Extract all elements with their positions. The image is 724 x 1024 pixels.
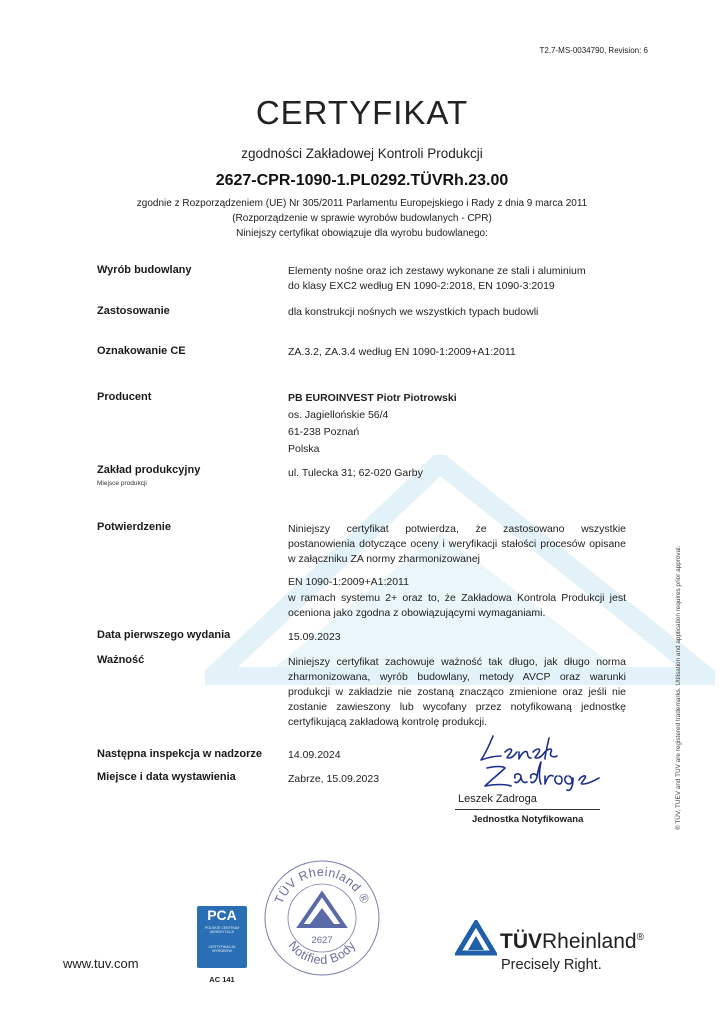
- pca-logo-text: PCA: [207, 907, 237, 923]
- value-ce-marking: ZA.3.2, ZA.3.4 według EN 1090-1:2009+A1:2011: [288, 346, 516, 358]
- svg-text:TÜV Rheinland ®: TÜV Rheinland ®: [271, 864, 373, 907]
- page-title: CERTYFIKAT: [255, 94, 469, 131]
- website-link[interactable]: www.tuv.com: [63, 956, 139, 971]
- value-confirmation-line-1: Niniejszy certyfikat potwierdza, że zastosowano wszystkie: [288, 523, 626, 535]
- intro-line-1: zgodnie z Rozporządzeniem (UE) Nr 305/2011 Parlamentu Europejskiego i Rady z dnia 9 marca 2011: [136, 198, 588, 209]
- value-confirmation-line-2: postanowienia dotyczące oceny i weryfikacji stałości procesów opisane: [288, 538, 626, 550]
- label-product: Wyrób budowlany: [97, 264, 192, 276]
- label-use: Zastosowanie: [97, 305, 170, 317]
- label-first-issue: Data pierwszego wydania: [97, 629, 231, 641]
- label-place-date: Miejsce i data wystawienia: [97, 771, 236, 783]
- value-confirmation-standard: EN 1090-1:2009+A1:2011: [288, 576, 409, 588]
- value-product-line-1: Elementy nośne oraz ich zestawy wykonane ze stali i aluminium: [288, 265, 586, 277]
- value-validity-line-1: Niniejszy certyfikat zachowuje ważność tak długo, jak długo norma: [288, 656, 626, 668]
- notified-body-seal: [262, 858, 382, 978]
- document-reference: T2.7-MS-0034790, Revision: 6: [539, 46, 648, 55]
- handwritten-signature: [475, 730, 605, 792]
- label-plant-sub: Miejsce produkcji: [97, 480, 147, 487]
- label-validity: Ważność: [97, 654, 145, 666]
- tuv-triangle-icon: [455, 920, 497, 956]
- label-confirmation: Potwierdzenie: [97, 521, 171, 533]
- intro-line-3: Niniejszy certyfikat obowiązuje dla wyrobu budowlanego:: [236, 228, 488, 239]
- value-plant: ul. Tulecka 31; 62-020 Garby: [288, 467, 423, 479]
- value-first-issue: 15.09.2023: [288, 631, 341, 643]
- value-producer-address-3: Polska: [288, 443, 320, 455]
- value-validity-line-3: produkcji w zakładzie nie zostaną znacząco zmienione oraz jeśli nie: [288, 686, 626, 698]
- certificate-number: 2627-CPR-1090-1.PL0292.TÜVRh.23.00: [215, 172, 509, 189]
- pca-logo-subtext: POLSKIE CENTRUM AKREDYTACJI CERTYFIKACJA WYROBÓW: [199, 926, 245, 954]
- value-confirmation-line-5: oceniona jako zgodna z obowiązującymi wymaganiami.: [288, 607, 546, 619]
- value-validity-line-4: zostanie zawieszony lub wycofany przez notyfikowaną jednostkę: [288, 701, 626, 713]
- label-next-inspection: Następna inspekcja w nadzorze: [97, 748, 263, 760]
- label-ce-marking: Oznakowanie CE: [97, 345, 186, 357]
- pca-gear-icon: [199, 935, 245, 945]
- tuv-brand-name: TÜVRheinland®: [500, 930, 644, 953]
- value-confirmation-line-4: w ramach systemu 2+ oraz to, że Zakładowa Kontrola Produkcji jest: [288, 592, 626, 604]
- value-producer-address-1: os. Jagiellońskie 56/4: [288, 409, 389, 421]
- tuv-slogan: Precisely Right.: [501, 957, 602, 973]
- pca-accreditation-number: AC 141: [209, 975, 235, 984]
- label-plant: Zakład produkcyjny: [97, 464, 201, 476]
- signatory-name: Leszek Zadroga: [458, 793, 537, 805]
- value-use: dla konstrukcji nośnych we wszystkich typach budowli: [288, 306, 539, 318]
- value-producer-name: PB EUROINVEST Piotr Piotrowski: [288, 392, 457, 404]
- value-producer-address-2: 61-238 Poznań: [288, 426, 360, 438]
- value-validity-line-5: certyfikującą zakładową kontrolę produkcji.: [288, 716, 488, 728]
- svg-text:2627: 2627: [311, 935, 333, 946]
- value-next-inspection: 14.09.2024: [288, 749, 341, 761]
- svg-text:Notified Body: Notified Body: [285, 938, 359, 968]
- signatory-role: Jednostka Notyfikowana: [472, 814, 584, 825]
- watermark-triangle-icon: [205, 455, 715, 685]
- page-subtitle: zgodności Zakładowej Kontroli Produkcji: [241, 146, 483, 161]
- signature-line: [455, 809, 600, 810]
- label-producer: Producent: [97, 391, 152, 403]
- value-place-date: Zabrze, 15.09.2023: [288, 773, 380, 785]
- trademark-note: ® TÜV, TUEV and TUV are registered trademarks. Utilisation and application requires prior approval.: [675, 545, 682, 830]
- value-confirmation-line-3: w załączniku ZA normy zharmonizowanej: [288, 553, 480, 565]
- intro-line-2: (Rozporządzenie w sprawie wyrobów budowlanych - CPR): [232, 213, 492, 224]
- value-validity-line-2: zharmonizowana, wyrób budowlany, metody AVCP oraz warunki: [288, 671, 626, 683]
- value-product-line-2: do klasy EXC2 według EN 1090-2:2018, EN 1090-3:2019: [288, 280, 555, 292]
